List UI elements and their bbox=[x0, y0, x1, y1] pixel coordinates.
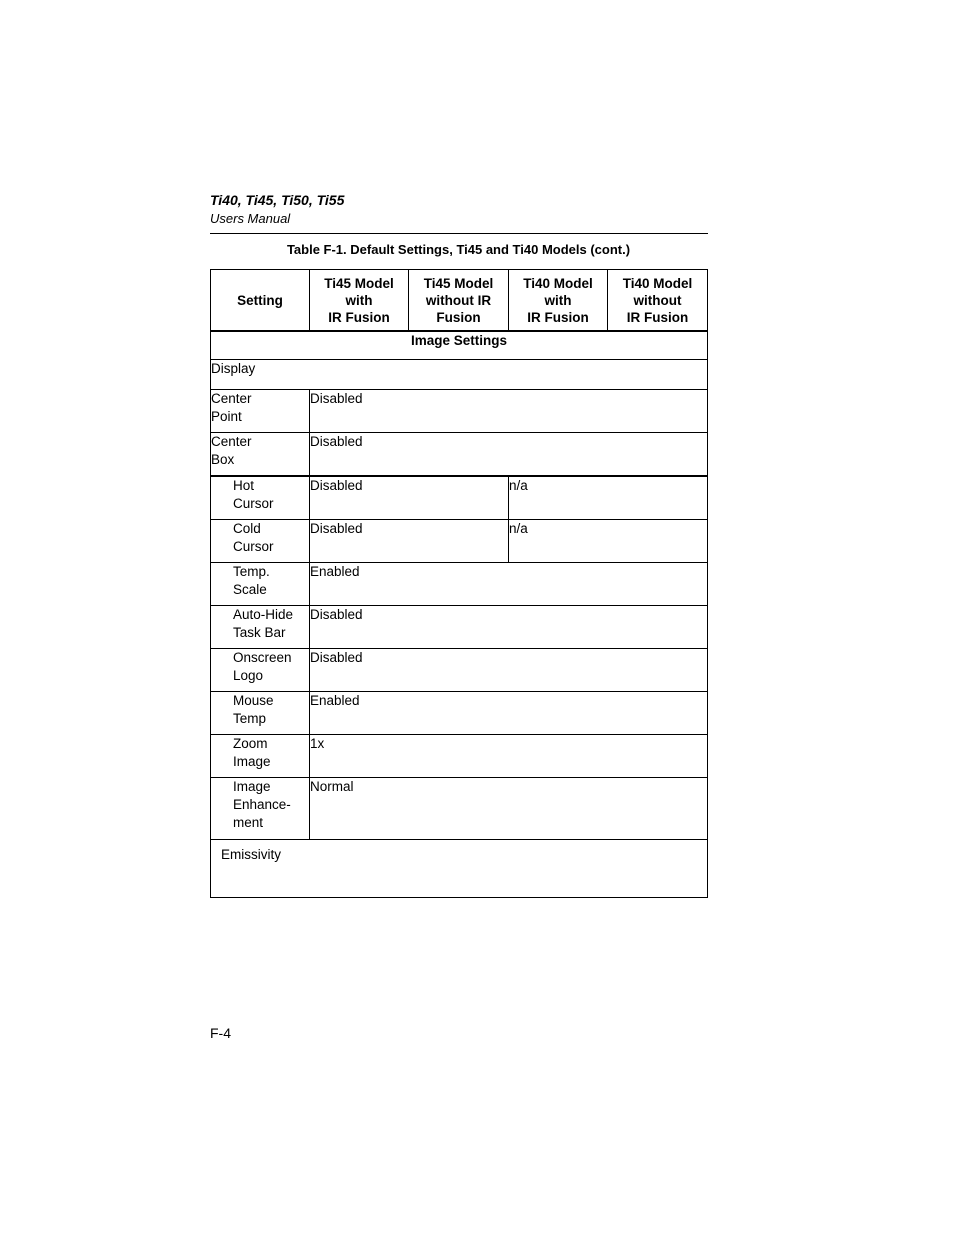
setting-name-cell bbox=[211, 692, 310, 735]
column-header-line: with bbox=[544, 292, 572, 308]
setting-name-line: Point bbox=[211, 409, 242, 424]
column-header-line: IR Fusion bbox=[626, 309, 689, 325]
setting-value-cell: Disabled bbox=[310, 433, 708, 477]
setting-name-cell bbox=[211, 433, 310, 477]
setting-name-line: Temp. bbox=[233, 564, 270, 579]
setting-value-cell-ti45: Disabled bbox=[310, 520, 509, 563]
table-row bbox=[211, 649, 708, 692]
setting-name-line: Hot bbox=[233, 478, 255, 493]
table-row bbox=[211, 778, 708, 840]
setting-name-cell bbox=[211, 520, 310, 563]
column-header-line: Fusion bbox=[436, 309, 481, 325]
document-subtitle: Users Manual bbox=[210, 211, 291, 226]
setting-name-cell bbox=[211, 778, 310, 840]
group-heading: Emissivity bbox=[211, 840, 708, 898]
column-header-line: IR Fusion bbox=[328, 309, 390, 325]
setting-name-cell bbox=[211, 649, 310, 692]
setting-name-line: Cursor bbox=[233, 496, 274, 511]
group-row-display bbox=[211, 360, 708, 390]
column-header-setting bbox=[211, 270, 310, 332]
setting-name-cell bbox=[211, 390, 310, 433]
group-heading: Display bbox=[211, 360, 708, 390]
column-header-line: Ti45 Model bbox=[324, 275, 394, 291]
setting-name-line: Temp bbox=[233, 711, 267, 726]
setting-name-line: Box bbox=[211, 452, 235, 467]
setting-value-cell: Disabled bbox=[310, 606, 708, 649]
setting-name-line: Auto-Hide bbox=[233, 607, 294, 622]
column-header-ti45-with-fusion bbox=[310, 270, 409, 332]
column-header-line: without bbox=[633, 292, 682, 308]
table-row bbox=[211, 390, 708, 433]
setting-name-line: Onscreen bbox=[233, 650, 292, 665]
setting-value-cell-ti40: n/a bbox=[509, 476, 708, 520]
setting-value-cell: Normal bbox=[310, 778, 708, 840]
setting-name-line: Zoom bbox=[233, 736, 268, 751]
table-row bbox=[211, 476, 708, 520]
setting-name-line: Cursor bbox=[233, 539, 274, 554]
setting-value-cell: Disabled bbox=[310, 649, 708, 692]
setting-name-line: Cold bbox=[233, 521, 261, 536]
column-header-line: Ti45 Model bbox=[423, 275, 494, 291]
setting-value-cell: Enabled bbox=[310, 563, 708, 606]
setting-name-cell bbox=[211, 606, 310, 649]
setting-name-line: Center bbox=[211, 434, 252, 449]
setting-name-line: ment bbox=[233, 815, 264, 830]
column-header-line: Ti40 Model bbox=[523, 275, 593, 291]
setting-value-cell: Disabled bbox=[310, 390, 708, 433]
setting-name-line: Enhance- bbox=[233, 797, 291, 812]
setting-name-cell bbox=[211, 735, 310, 778]
default-settings-table bbox=[210, 269, 708, 898]
setting-value-cell: Enabled bbox=[310, 692, 708, 735]
column-header-ti45-without-fusion bbox=[409, 270, 509, 332]
table-row bbox=[211, 692, 708, 735]
column-header-line: with bbox=[345, 292, 373, 308]
setting-value-cell-ti40: n/a bbox=[509, 520, 708, 563]
setting-value-cell: 1x bbox=[310, 735, 708, 778]
setting-name-line: Image bbox=[233, 754, 271, 769]
setting-name-cell bbox=[211, 476, 310, 520]
document-title: Ti40, Ti45, Ti50, Ti55 bbox=[210, 192, 345, 208]
setting-name-cell bbox=[211, 563, 310, 606]
section-row-image-settings bbox=[211, 331, 708, 360]
column-header-line: Ti40 Model bbox=[622, 275, 693, 291]
setting-name-line: Mouse bbox=[233, 693, 274, 708]
table-header-row bbox=[211, 270, 708, 332]
column-header-line: IR Fusion bbox=[527, 309, 589, 325]
table-row bbox=[211, 520, 708, 563]
column-header-ti40-without-fusion bbox=[608, 270, 708, 332]
column-header-line: Setting bbox=[237, 292, 283, 308]
column-header-ti40-with-fusion bbox=[509, 270, 608, 332]
table-row bbox=[211, 606, 708, 649]
setting-value-cell-ti45: Disabled bbox=[310, 476, 509, 520]
column-header-line: without IR bbox=[425, 292, 492, 308]
setting-name-line: Logo bbox=[233, 668, 264, 683]
setting-name-line: Scale bbox=[233, 582, 267, 597]
page-number: F-4 bbox=[210, 1025, 231, 1041]
table-caption: Table F-1. Default Settings, Ti45 and Ti40 Models (cont.) bbox=[286, 242, 631, 257]
setting-name-line: Center bbox=[211, 391, 252, 406]
table-row bbox=[211, 735, 708, 778]
setting-name-line: Task Bar bbox=[233, 625, 286, 640]
group-row-emissivity bbox=[211, 840, 708, 898]
table-row bbox=[211, 563, 708, 606]
setting-name-line: Image bbox=[233, 779, 271, 794]
section-heading: Image Settings bbox=[211, 331, 708, 360]
page-header bbox=[210, 191, 708, 234]
table-row bbox=[211, 433, 708, 477]
